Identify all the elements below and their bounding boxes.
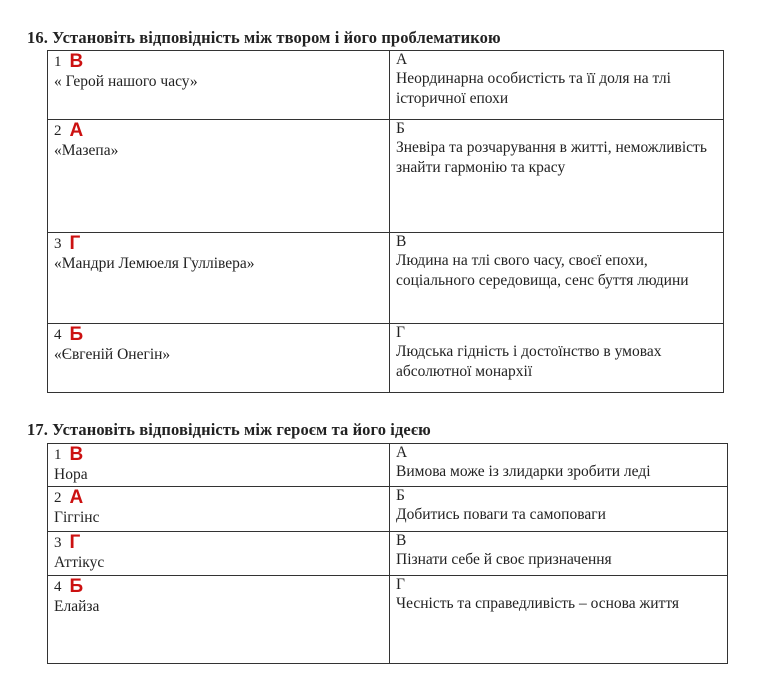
row-number: 3 xyxy=(54,236,62,252)
work-cell xyxy=(48,120,390,233)
option-text: Вимова може із злидарки зробити леді xyxy=(396,463,651,480)
work-cell xyxy=(48,324,390,393)
question-16-title: 16. Установіть відповідність між твором і його проблематикою xyxy=(27,28,501,47)
option-text: Чесність та справедливість – основа життя xyxy=(396,595,680,612)
option-letter: А xyxy=(396,444,408,461)
work-cell xyxy=(48,51,390,120)
table-row xyxy=(48,487,728,532)
problem-cell xyxy=(390,51,724,120)
hero-cell xyxy=(48,444,390,487)
problem-cell xyxy=(390,120,724,233)
row-number: 3 xyxy=(54,535,62,551)
work-title: «Євгеній Онегін» xyxy=(54,346,171,363)
idea-cell xyxy=(390,487,728,532)
row-number: 4 xyxy=(54,579,62,595)
row-number: 2 xyxy=(54,123,62,139)
question-17-table xyxy=(47,443,728,664)
row-number: 1 xyxy=(54,54,62,70)
table-row xyxy=(48,120,724,233)
problem-cell xyxy=(390,233,724,324)
answer-mark: Б xyxy=(69,324,84,345)
table-row xyxy=(48,324,724,393)
question-17-title: 17. Установіть відповідність між героєм та його ідеєю xyxy=(27,420,431,439)
work-title: «Мандри Лемюеля Гуллівера» xyxy=(54,255,255,272)
answer-mark: А xyxy=(69,487,84,508)
option-text: Неординарна особистість та її доля на тлі історичної епохи xyxy=(396,70,671,107)
answer-mark: А xyxy=(69,120,84,141)
hero-cell xyxy=(48,532,390,576)
table-row xyxy=(48,51,724,120)
answer-mark: Б xyxy=(69,576,84,597)
hero-name: Елайза xyxy=(54,598,100,615)
option-letter: Г xyxy=(396,324,405,341)
option-text: Добитись поваги та самоповаги xyxy=(396,506,606,523)
idea-cell xyxy=(390,576,728,664)
hero-name: Аттікус xyxy=(54,554,105,571)
table-row xyxy=(48,532,728,576)
work-title: «Мазепа» xyxy=(54,142,119,159)
hero-cell xyxy=(48,576,390,664)
option-text: Пізнати себе й своє призначення xyxy=(396,551,612,568)
option-letter: Б xyxy=(396,120,405,137)
option-letter: Г xyxy=(396,576,405,593)
option-text: Зневіра та розчарування в житті, неможливість знайти гармонію та красу xyxy=(396,139,707,176)
hero-cell xyxy=(48,487,390,532)
work-cell xyxy=(48,233,390,324)
answer-mark: В xyxy=(69,51,84,72)
work-title: « Герой нашого часу» xyxy=(54,73,198,90)
option-letter: В xyxy=(396,233,407,250)
answer-mark: Г xyxy=(69,233,81,254)
hero-name: Гіггінс xyxy=(54,509,100,526)
idea-cell xyxy=(390,444,728,487)
answer-mark: Г xyxy=(69,532,81,553)
option-letter: В xyxy=(396,532,407,549)
option-letter: А xyxy=(396,51,408,68)
table-row xyxy=(48,233,724,324)
option-text: Людська гідність і достоїнство в умовах абсолютної монархії xyxy=(396,343,662,380)
answer-mark: В xyxy=(69,444,84,465)
hero-name: Нора xyxy=(54,466,88,483)
option-letter: Б xyxy=(396,487,405,504)
row-number: 2 xyxy=(54,490,62,506)
question-16-table xyxy=(47,50,724,393)
row-number: 1 xyxy=(54,447,62,463)
table-row xyxy=(48,576,728,664)
table-row xyxy=(48,444,728,487)
row-number: 4 xyxy=(54,327,62,343)
problem-cell xyxy=(390,324,724,393)
option-text: Людина на тлі свого часу, своєї епохи, соціального середовища, сенс буття людини xyxy=(396,252,689,289)
idea-cell xyxy=(390,532,728,576)
